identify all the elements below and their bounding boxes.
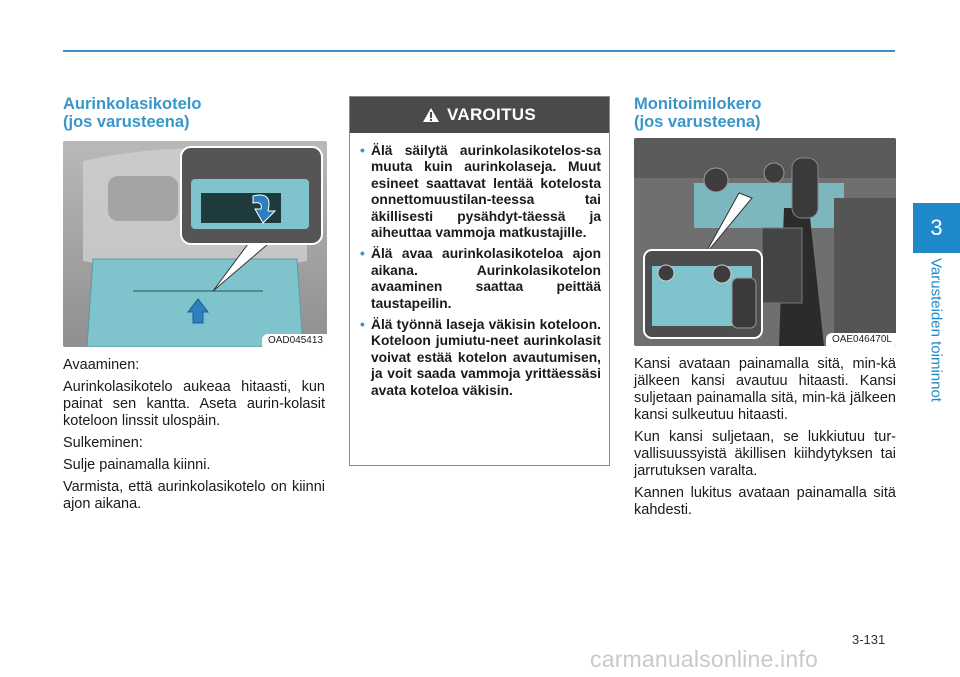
bullet-icon: • [360, 143, 365, 158]
warning-item-text: Älä avaa aurinkolasikoteloa ajon aikana. Aurinkolasikotelon avaaminen saattaa peittää taustapeilin. [371, 246, 601, 311]
warning-triangle-icon [423, 108, 439, 122]
paragraph: Varmista, että aurinkolasikotelo on kiinni ajon aikana. [63, 479, 325, 512]
headliner-illustration [63, 141, 327, 347]
warning-box [349, 96, 610, 466]
multi-compartment-text [634, 356, 896, 524]
paragraph: Kun kansi suljetaan, se lukkiutuu tur-vallisuussyistä äkillisen kiihdytyksen tai jarrutuksen varalta. [634, 429, 896, 479]
warning-header [350, 97, 609, 133]
warning-item [360, 317, 601, 399]
paragraph: Aurinkolasikotelo aukeaa hitaasti, kun painat sen kantta. Aseta aurin-kolasit koteloon linssit ulospäin. [63, 379, 325, 429]
sunglass-holder-photo [63, 141, 327, 347]
sunglass-holder-title [63, 95, 201, 131]
bullet-icon: • [360, 246, 365, 262]
bullet-icon: • [360, 317, 365, 333]
multi-compartment-photo [634, 138, 896, 346]
title-line: Aurinkolasikotelo [63, 95, 202, 113]
chapter-number: 3 [930, 215, 943, 240]
paragraph: Avaaminen: [63, 357, 140, 373]
warning-item-text: Älä työnnä laseja väkisin koteloon. Koteloon jumiutu-neet aurinkolasit voivat estää kotelon avautumisen, ja voit saada vammoja yrittäessäsi avata koteloa väkisin. [371, 317, 601, 398]
console-illustration [634, 138, 896, 346]
title-line: Monitoimilokero [634, 95, 762, 113]
warning-header-label: VAROITUS [447, 105, 536, 124]
image-code-label: OAE046470L [826, 333, 896, 346]
chapter-title: Varusteiden toiminnot [927, 258, 945, 402]
image-code-label: OAD045413 [262, 334, 327, 347]
header-rule [63, 50, 895, 52]
paragraph: Kansi avataan painamalla sitä, min-kä jälkeen kansi avautuu hitaasti. Kansi suljetaan painamalla sitä, min-kä jälkeen kansi sulkeutuu hitaasti. [634, 356, 896, 423]
title-subline: (jos varusteena) [634, 113, 761, 131]
warning-item-text: Älä säilytä aurinkolasikotelos-sa muuta kuin aurinkolaseja. Muut esineet saattavat lentää kotelosta onnettomuustilan-teessa tai äkillisesti pysähdyt-täessä ja aiheuttaa vammoja matkustajille. [371, 143, 601, 241]
paragraph: Kannen lukitus avataan painamalla sitä kahdesti. [634, 485, 896, 518]
warning-list [350, 133, 609, 399]
paragraph: Sulje painamalla kiinni. [63, 457, 211, 473]
warning-item [360, 246, 601, 312]
chapter-number-tab[interactable] [913, 203, 960, 253]
title-subline: (jos varusteena) [63, 113, 190, 131]
warning-item [360, 143, 601, 241]
paragraph: Sulkeminen: [63, 435, 143, 451]
watermark-text: carmanualsonline.info [590, 646, 818, 672]
sunglass-holder-text [63, 357, 325, 518]
multi-compartment-title [634, 95, 761, 131]
page-number: 3-131 [852, 632, 886, 647]
